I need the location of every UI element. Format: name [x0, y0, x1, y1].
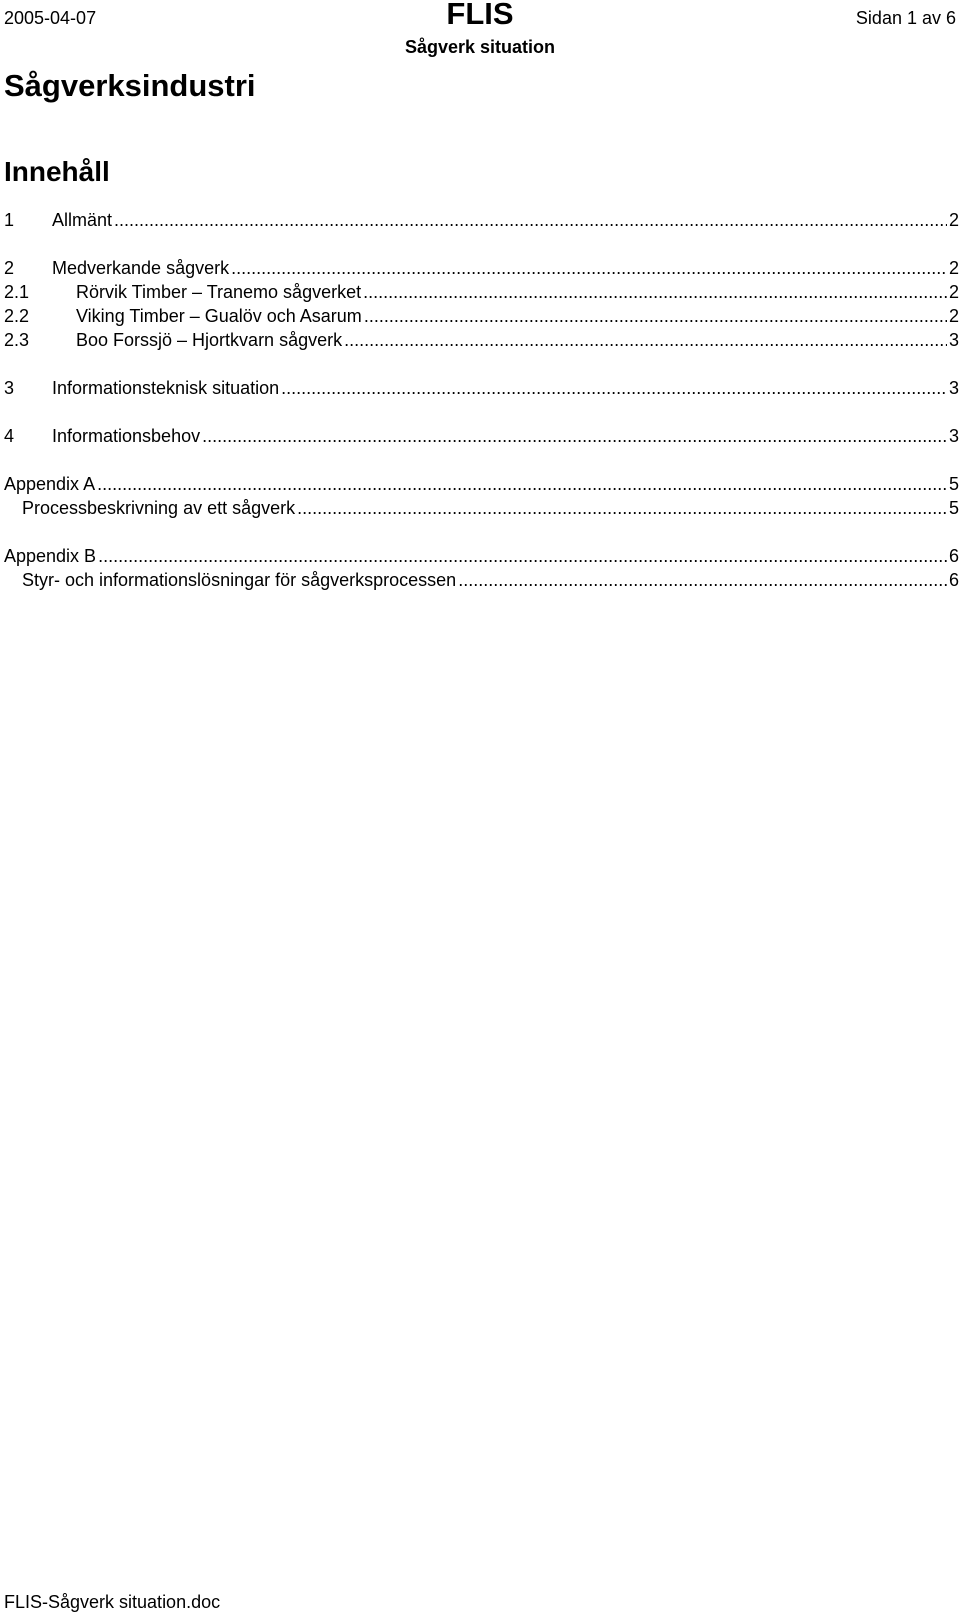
toc-entry-label: Appendix B — [4, 546, 97, 566]
footer-filename: FLIS-Sågverk situation.doc — [4, 1592, 221, 1612]
toc-entry-page: 5 — [948, 498, 959, 518]
toc-entry-label: Rörvik Timber – Tranemo sågverket — [76, 282, 362, 302]
toc-leader-dots — [202, 424, 947, 448]
toc-leader-dots — [231, 256, 947, 280]
toc-entry-rorvik[interactable] — [4, 280, 959, 304]
toc-entry-label: Viking Timber – Gualöv och Asarum — [76, 306, 362, 326]
toc-entry-label: Boo Forssjö – Hjortkvarn sågverk — [76, 330, 343, 350]
toc-entry-label: Informationsbehov — [52, 426, 201, 446]
toc-entry-page: 2 — [948, 210, 959, 230]
toc-entry-page: 3 — [948, 426, 959, 446]
toc-leader-dots — [458, 568, 947, 592]
toc-leader-dots — [364, 304, 947, 328]
toc-entry-viking[interactable] — [4, 304, 959, 328]
toc-entry-informationsteknisk[interactable] — [4, 376, 959, 400]
toc-leader-dots — [114, 208, 947, 232]
toc-entry-page: 3 — [948, 330, 959, 350]
toc-entry-boo[interactable] — [4, 328, 959, 352]
toc-entry-number: 4 — [4, 426, 15, 446]
header-date: 2005-04-07 — [4, 8, 97, 28]
toc-entry-allmant[interactable] — [4, 208, 959, 232]
toc-entry-number: 1 — [4, 210, 15, 230]
toc-entry-label: Processbeskrivning av ett sågverk — [22, 498, 296, 518]
toc-heading: Innehåll — [4, 156, 110, 187]
toc-entry-page: 6 — [948, 570, 959, 590]
toc-entry-page: 2 — [948, 306, 959, 326]
toc-entry-number: 2.3 — [4, 330, 30, 350]
toc-entry-label: Appendix A — [4, 474, 96, 494]
toc-entry-number: 2.2 — [4, 306, 30, 326]
header-page-info: Sidan 1 av 6 — [855, 8, 956, 28]
toc-leader-dots — [97, 472, 947, 496]
toc-entry-number: 2 — [4, 258, 15, 278]
toc-entry-number: 3 — [4, 378, 15, 398]
toc-leader-dots — [344, 328, 947, 352]
document-title: Sågverksindustri — [4, 68, 256, 103]
toc-entry-label: Styr- och informationslösningar för sågverksprocessen — [22, 570, 457, 590]
toc-entry-styr-och-informationslosningar[interactable] — [22, 568, 959, 592]
toc-entry-label: Informationsteknisk situation — [52, 378, 280, 398]
toc-entry-page: 2 — [948, 282, 959, 302]
toc-entry-page: 2 — [948, 258, 959, 278]
toc-entry-label: Allmänt — [52, 210, 113, 230]
header-title: FLIS — [446, 0, 514, 31]
toc-leader-dots — [281, 376, 947, 400]
toc-entry-appendix-a[interactable] — [4, 472, 959, 496]
toc-entry-medverkande[interactable] — [4, 256, 959, 280]
toc-entry-informationsbehov[interactable] — [4, 424, 959, 448]
header-subtitle: Sågverk situation — [404, 37, 556, 57]
toc-entry-label: Medverkande sågverk — [52, 258, 230, 278]
toc-leader-dots — [363, 280, 947, 304]
toc-entry-page: 3 — [948, 378, 959, 398]
toc-leader-dots — [297, 496, 947, 520]
toc-entry-appendix-b[interactable] — [4, 544, 959, 568]
toc-entry-page: 5 — [948, 474, 959, 494]
toc-entry-page: 6 — [948, 546, 959, 566]
toc-leader-dots — [98, 544, 947, 568]
toc-entry-number: 2.1 — [4, 282, 30, 302]
toc-entry-processbeskrivning[interactable] — [22, 496, 959, 520]
